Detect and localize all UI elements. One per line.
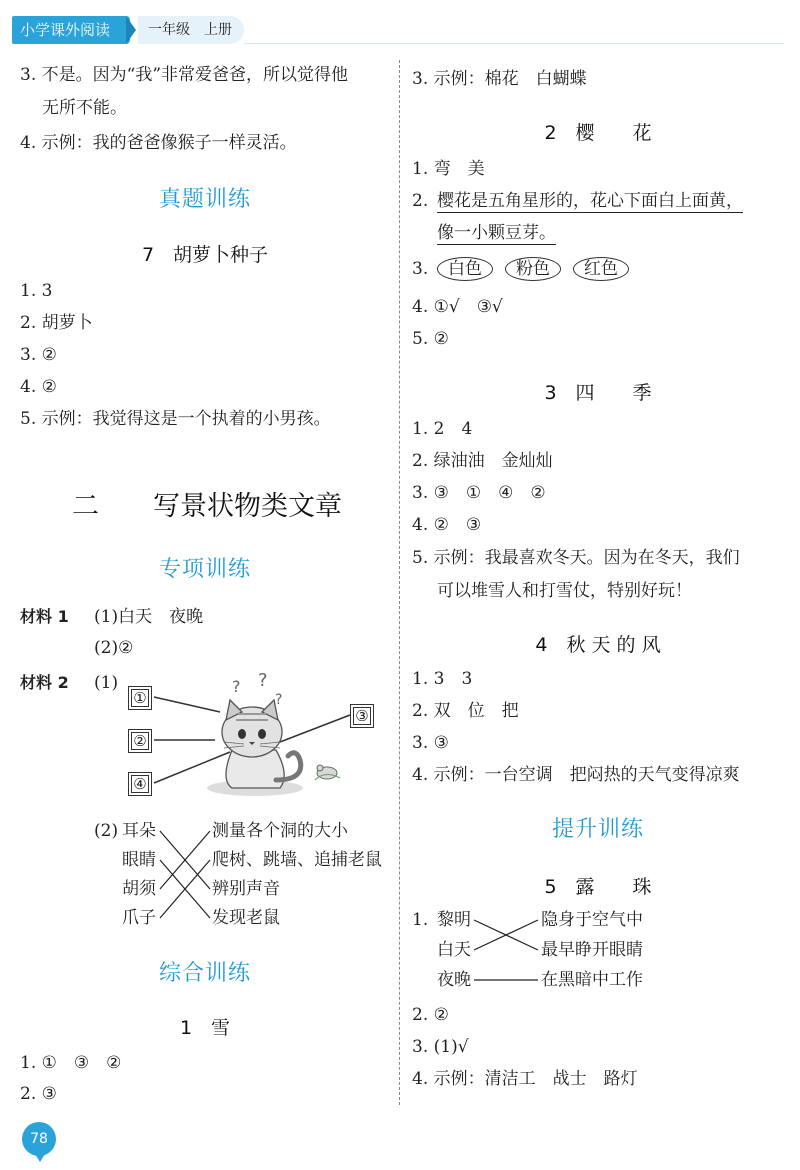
lesson7-answer-3: 3. ②: [20, 345, 57, 365]
lesson2-answer-3-num: 3.: [412, 259, 429, 279]
prev-answer-4: 4. 示例：我的爸爸像猴子一样灵活。: [20, 133, 297, 153]
lesson2-title: 2 樱 花: [544, 122, 652, 144]
lesson2-answer-2-line1: [437, 188, 743, 214]
lesson2-answer-2-text-b: 像一小颗豆芽。: [437, 223, 556, 243]
oval-white: 白色: [437, 257, 493, 281]
lesson4-answer-4: 4. 示例：一台空调 把闷热的天气变得凉爽: [412, 765, 740, 785]
grade-label: 一年级 上册: [138, 16, 244, 44]
lesson2-answer-1: 1. 弯 美: [412, 159, 485, 179]
match-right-1: 测量各个洞的大小: [212, 821, 348, 841]
lesson4-answer-3: 3. ③: [412, 733, 449, 753]
match-label: (2): [94, 821, 119, 841]
lesson1-title: 1 雪: [179, 1017, 231, 1039]
lesson5-right-1: 隐身于空气中: [541, 910, 643, 930]
section-zhuanxiang: 专项训练: [158, 557, 251, 582]
lesson2-answer-2-text-a: 樱花是五角星形的，花心下面白上面黄，: [437, 191, 743, 211]
unit-title: 二 写景状物类文章: [72, 491, 342, 522]
lesson4-answer-2: 2. 双 位 把: [412, 701, 519, 721]
match-lines-dew: [472, 907, 542, 997]
lesson5-left-day: 白天: [437, 940, 471, 960]
lesson2-answer-2-line2: [437, 220, 556, 246]
material-1-answer-a: (1)白天 夜晚: [94, 607, 204, 627]
lesson3-answer-4: 4. ② ③: [412, 515, 482, 535]
badge-arrow: [126, 16, 136, 44]
match-left-whisker: 胡须: [122, 879, 156, 899]
lesson5-answer-3: 3. (1)√: [412, 1037, 469, 1057]
oval-red: 红色: [573, 257, 629, 281]
match-left-eye: 眼睛: [122, 850, 156, 870]
lesson2-answer-5: 5. ②: [412, 329, 449, 349]
lesson5-answer-4: 4. 示例：清洁工 战士 路灯: [412, 1069, 638, 1089]
lesson5-right-2: 最早睁开眼睛: [541, 940, 643, 960]
lesson2-answer-2-num: 2.: [412, 191, 429, 211]
lesson7-answer-5: 5. 示例：我觉得这是一个执着的小男孩。: [20, 409, 331, 429]
page-number: 78: [22, 1122, 56, 1156]
match-right-4: 发现老鼠: [212, 908, 280, 928]
lesson1-answer-2: 2. ③: [20, 1084, 57, 1104]
lesson5-title: 5 露 珠: [544, 876, 652, 898]
svg-text:?: ?: [275, 692, 283, 708]
oval-pink: 粉色: [505, 257, 561, 281]
lesson4-answer-1: 1. 3 3: [412, 669, 473, 689]
lesson3-answer-5b: 可以堆雪人和打雪仗，特别好玩！: [437, 581, 692, 601]
label-box-3: ③: [350, 704, 374, 728]
prev-answer-3a: 3. 不是。因为“我”非常爱爸爸，所以觉得他: [20, 65, 349, 85]
lesson3-answer-1: 1. 2 4: [412, 419, 473, 439]
lesson3-answer-3: 3. ③ ① ④ ②: [412, 483, 546, 503]
lesson3-title: 3 四 季: [544, 382, 652, 404]
lesson5-right-3: 在黑暗中工作: [541, 970, 643, 990]
label-box-2: ②: [128, 729, 152, 753]
label-box-4: ④: [128, 772, 152, 796]
lesson3-answer-5a: 5. 示例：我最喜欢冬天。因为在冬天，我们: [412, 548, 740, 568]
lesson4-title: 4 秋 天 的 风: [535, 634, 661, 656]
header-rule: [244, 43, 784, 44]
lesson3-answer-2: 2. 绿油油 金灿灿: [412, 451, 553, 471]
lesson5-answer-2: 2. ②: [412, 1005, 449, 1025]
material-2-answer-a: (1): [94, 673, 119, 693]
lesson5-left-dawn: 黎明: [437, 910, 471, 930]
match-right-2: 爬树、跳墙、追捕老鼠: [212, 850, 382, 870]
match-left-ear: 耳朵: [122, 821, 156, 841]
section-tisheng: 提升训练: [551, 817, 644, 842]
lesson7-answer-1: 1. 3: [20, 281, 53, 301]
prev-answer-3b: 无所不能。: [42, 98, 127, 118]
material-1-answer-b: (2)②: [94, 638, 134, 658]
prev-right-answer-3: 3. 示例：棉花 白蝴蝶: [412, 69, 587, 89]
lesson2-answer-3-ovals: [437, 256, 641, 282]
lesson1-answer-1: 1. ① ③ ②: [20, 1053, 122, 1073]
match-left-claw: 爪子: [122, 908, 156, 928]
lesson5-left-night: 夜晚: [437, 970, 471, 990]
section-zonghe: 综合训练: [158, 961, 251, 986]
section-zhenti: 真题训练: [158, 187, 251, 212]
lesson2-answer-4: 4. ①√ ③√: [412, 297, 503, 317]
svg-text:?: ?: [258, 670, 268, 691]
column-divider: [399, 60, 400, 1105]
svg-text:?: ?: [232, 677, 241, 696]
lesson7-title: 7 胡萝卜种子: [141, 244, 269, 266]
label-box-1: ①: [128, 686, 152, 710]
material-1-label: 材料 1: [20, 607, 69, 626]
match-right-3: 辨别声音: [212, 879, 280, 899]
material-2-label: 材料 2: [20, 673, 69, 692]
match-lines-cat: [158, 818, 212, 934]
cat-illustration: [120, 670, 390, 810]
book-title-badge: 小学课外阅读: [12, 16, 130, 44]
lesson7-answer-2: 2. 胡萝卜: [20, 313, 93, 333]
lesson5-answer-1-num: 1.: [412, 910, 429, 930]
lesson7-answer-4: 4. ②: [20, 377, 57, 397]
